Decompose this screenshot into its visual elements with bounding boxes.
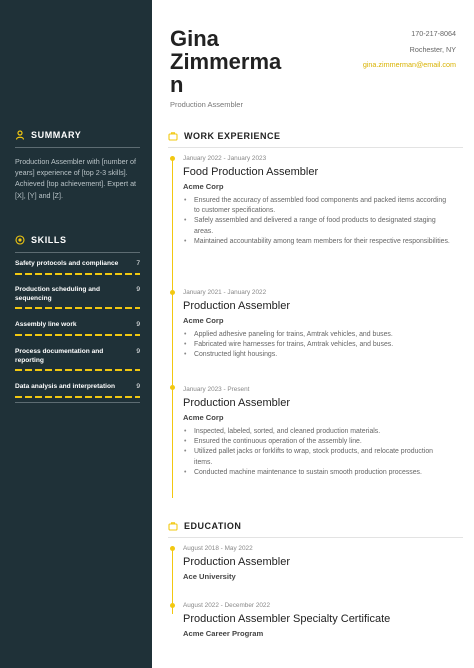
job-date: January 2022 - January 2023 [183, 155, 267, 162]
skill-rating-bar [15, 396, 140, 398]
education-divider [168, 537, 463, 538]
job-role: Production Assembler [183, 300, 290, 312]
skills-heading [15, 233, 140, 247]
work-divider [168, 147, 463, 148]
timeline-dot [170, 156, 175, 161]
name-line: Zimmerma [170, 49, 282, 74]
job-bullets [183, 330, 453, 361]
job-date: January 2023 - Present [183, 386, 250, 393]
job-entry [183, 155, 453, 247]
skill-level: 9 [136, 286, 140, 293]
skill-level: 7 [136, 260, 140, 267]
summary-text: Production Assembler with [number of years] experience of [top 2-3 skills]. Achieved [top achievement]. Expert at [X], [Y] and [Z]. [15, 157, 137, 200]
job-company: Acme Corp [183, 316, 224, 325]
job-bullet: • Utilized pallet jacks or forklifts to wrap, stock products, and relocate production items. [183, 447, 453, 467]
candidate-title: Production Assembler [170, 100, 243, 109]
contact-email-link[interactable]: gina.zimmerman@email.com [362, 60, 456, 69]
skill-item [15, 348, 140, 371]
sidebar [0, 0, 152, 668]
job-bullet: • Ensured the continuous operation of the assembly line. [183, 437, 453, 447]
job-company: Acme Corp [183, 413, 224, 422]
job-role: Food Production Assembler [183, 166, 319, 178]
job-bullet: • Constructed light housings. [183, 350, 453, 360]
summary-heading-label: SUMMARY [31, 130, 82, 140]
skill-item [15, 383, 140, 398]
timeline-dot [170, 290, 175, 295]
timeline-dot [170, 603, 175, 608]
skills-section [15, 233, 140, 408]
job-bullet: • Maintained accountability among team members for their respective responsibilities. [183, 237, 453, 247]
job-bullets [183, 196, 453, 247]
skill-rating-bar [15, 334, 140, 336]
education-school: Ace University [183, 572, 236, 581]
job-bullet: • Applied adhesive paneling for trains, Amtrak vehicles, and buses. [183, 330, 453, 340]
education-date: August 2018 - May 2022 [183, 545, 253, 552]
skills-heading-label: SKILLS [31, 235, 67, 245]
contact-location: Rochester, NY [409, 45, 456, 54]
timeline-dot [170, 385, 175, 390]
summary-heading [15, 128, 140, 142]
timeline-dot [170, 546, 175, 551]
education-entry [183, 602, 453, 638]
job-company: Acme Corp [183, 182, 224, 191]
education-school: Acme Career Program [183, 629, 264, 638]
job-bullet: • Fabricated wire harnesses for trains, Amtrak vehicles, and buses. [183, 340, 453, 350]
job-entry [183, 289, 453, 361]
education-degree: Production Assembler [183, 556, 290, 568]
summary-divider [15, 147, 140, 148]
briefcase-icon [168, 131, 178, 141]
job-entry [183, 386, 453, 478]
job-role: Production Assembler [183, 397, 290, 409]
contact-phone: 170-217-8064 [411, 29, 456, 38]
education-heading [168, 519, 241, 533]
person-icon [15, 130, 25, 140]
skill-rating-bar [15, 307, 140, 309]
name-line: Gina [170, 26, 219, 51]
skill-level: 9 [136, 348, 140, 355]
work-experience-heading-label: WORK EXPERIENCE [184, 131, 281, 141]
education-entry [183, 545, 453, 581]
skill-item [15, 286, 140, 309]
main-content [152, 0, 474, 668]
skill-name: Production scheduling and sequencing [15, 286, 100, 302]
job-bullet: • Conducted machine maintenance to sustain smooth production processes. [183, 468, 453, 478]
work-experience-heading [168, 129, 281, 143]
skill-name: Process documentation and reporting [15, 348, 104, 364]
job-bullet: • Ensured the accuracy of assembled food components and packed items according to customer specifications. [183, 196, 453, 216]
skill-rating-bar [15, 369, 140, 371]
summary-section [15, 128, 140, 201]
work-timeline [172, 158, 173, 498]
education-date: August 2022 - December 2022 [183, 602, 271, 609]
skills-divider [15, 252, 140, 253]
graduation-cap-icon [168, 521, 178, 531]
job-date: January 2021 - January 2022 [183, 289, 267, 296]
skill-name: Assembly line work [15, 321, 77, 328]
skill-level: 9 [136, 321, 140, 328]
target-icon [15, 235, 25, 245]
job-bullet: • Inspected, labeled, sorted, and cleaned production materials. [183, 427, 453, 437]
skill-name: Safety protocols and compliance [15, 260, 119, 267]
candidate-name [170, 27, 330, 96]
skill-item [15, 321, 140, 336]
education-degree: Production Assembler Specialty Certificate [183, 613, 391, 625]
skill-level: 9 [136, 383, 140, 390]
skill-item [15, 260, 140, 275]
job-bullet: • Safely assembled and delivered a range of food products to designated staging areas. [183, 216, 453, 236]
skills-bottom-divider [15, 402, 140, 403]
skill-name: Data analysis and interpretation [15, 383, 116, 390]
name-line: n [170, 72, 184, 97]
skill-rating-bar [15, 273, 140, 275]
education-heading-label: EDUCATION [184, 521, 242, 531]
job-bullets [183, 427, 453, 478]
